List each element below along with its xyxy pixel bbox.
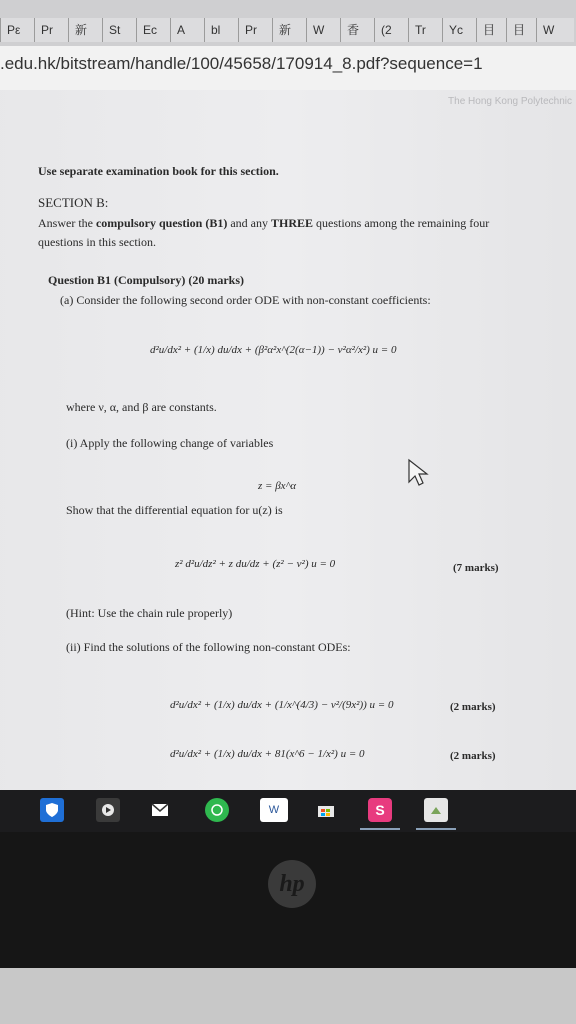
desk-surface [0,968,576,1024]
section-note-line2: questions in this section. [38,235,156,249]
equation-2-marks: (7 marks) [453,562,499,574]
hint: (Hint: Use the chain rule properly) [66,606,233,620]
tab-9[interactable]: 新 [272,18,310,42]
tab-6[interactable]: A [170,18,208,42]
active-indicator-2 [416,828,456,830]
where-text: where ν, α, and β are constants. [66,400,217,414]
tab-16[interactable]: 目 [506,18,544,42]
tab-13[interactable]: Tr [408,18,446,42]
shield-icon[interactable] [40,798,64,822]
url-text[interactable]: .edu.hk/bitstream/handle/100/45658/170914_8.pdf?sequence=1 [0,54,483,73]
tab-3[interactable]: 新 [68,18,106,42]
question-title: Question B1 (Compulsory) (20 marks) [48,273,245,287]
equation-4-marks: (2 marks) [450,750,496,762]
equation-3: d²u/dx² + (1/x) du/dx + (1/x^(4/3) − ν²/(9x²)) u = 0 [170,699,394,711]
tab-5[interactable]: Ec [136,18,174,42]
tab-12[interactable]: (2 [374,18,412,42]
equation-2: z² d²u/dz² + z du/dz + (z² − ν²) u = 0 [175,558,336,570]
mail-icon[interactable] [148,798,172,822]
show-text: Show that the differential equation for u(z) is [66,503,283,517]
active-indicator [360,828,400,830]
tab-8[interactable]: Pr [238,18,276,42]
section-note-pre: Answer the [38,216,96,230]
media-player-icon[interactable] [96,798,120,822]
equation-1: d²u/dx² + (1/x) du/dx + (β²α²x^(2(α−1)) − ν²α²/x²) u = 0 [150,344,397,356]
app-s-icon[interactable]: S [368,798,392,822]
equation-3-marks: (2 marks) [450,701,496,713]
whatsapp-icon[interactable] [205,798,229,822]
tab-15[interactable]: 目 [476,18,514,42]
taskbar [0,790,576,832]
part-a: (a) Consider the following second order ODE with non-constant coefficients: [60,293,431,307]
tab-14[interactable]: Yc [442,18,480,42]
tab-7[interactable]: bl [204,18,242,42]
watermark: The Hong Kong Polytechnic [448,96,572,107]
tab-4[interactable]: St [102,18,140,42]
browser-tab-bar [0,0,576,46]
section-note-bold1: compulsory question (B1) [95,216,228,230]
tab-17[interactable]: W [536,18,574,42]
tab-2[interactable]: Pr [34,18,72,42]
pdf-page [0,90,576,790]
hp-logo: hp [268,860,316,908]
instruction: Use separate examination book for this section. [38,164,279,178]
section-note-mid: and any [227,216,271,230]
section-title: SECTION B: [38,195,109,210]
tab-11[interactable]: 香 [340,18,378,42]
section-note-post: questions among the remaining four [313,216,490,230]
tool-icon[interactable] [424,798,448,822]
part-i: (i) Apply the following change of variables [66,436,274,450]
address-bar[interactable] [0,46,576,91]
tab-10[interactable]: W [306,18,344,42]
word-icon[interactable]: W [260,798,288,822]
part-ii: (ii) Find the solutions of the following non-constant ODEs: [66,640,351,654]
tab-1[interactable]: Pε [0,18,38,42]
substitution: z = βx^α [258,480,296,492]
equation-4: d²u/dx² + (1/x) du/dx + 81(x^6 − 1/x²) u = 0 [170,748,365,760]
section-note [38,216,489,231]
store-icon[interactable] [314,798,338,822]
section-note-bold2: THREE [270,216,313,230]
mouse-cursor-icon [407,458,429,488]
